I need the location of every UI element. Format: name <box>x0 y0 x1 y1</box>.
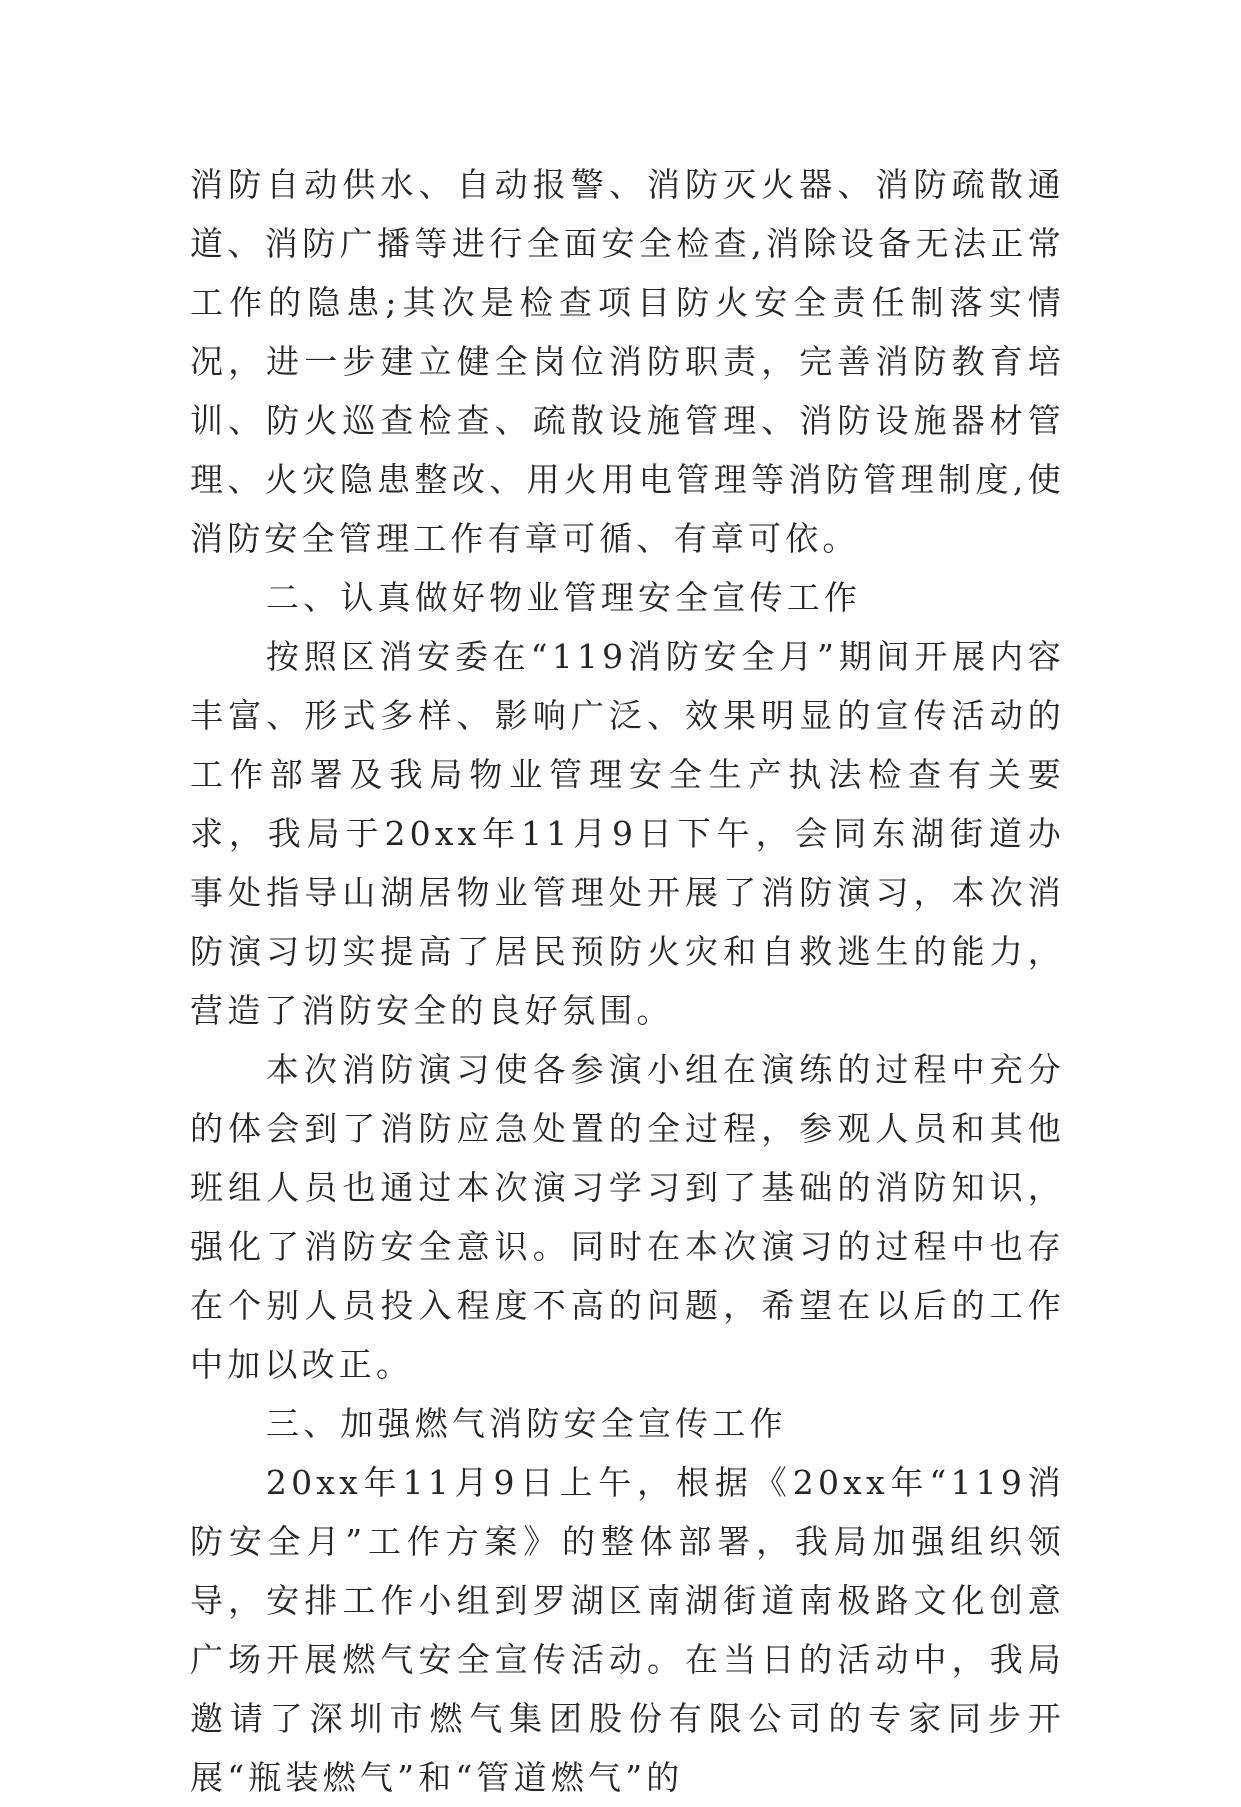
section-heading-2: 二、认真做好物业管理安全宣传工作 <box>265 578 862 617</box>
paragraph-drill-summary: 本次消防演习使各参演小组在演练的过程中充分的体会到了消防应急处置的全过程，参观人员和其他班组人员也通过本次演习学习到了基础的消防知识，强化了消防安全意识。同时在本次演习的过程中也存在个别人员投入程度不高的问题，希望在以后的工作中加以改正。 <box>190 1050 1065 1384</box>
paragraph-gas-safety: 20xx年11月9日上午，根据《20xx年“119消防安全月”工作方案》的整体部署，我局加强组织领导，安排工作小组到罗湖区南湖街道南极路文化创意广场开展燃气安全宣传活动。在当日的活动中，我局邀请了深圳市燃气集团股份有限公司的专家同步开展“瓶装燃气”和“管道燃气”的 <box>190 1463 1065 1797</box>
document-body <box>190 155 1065 1807</box>
section-heading-3: 三、加强燃气消防安全宣传工作 <box>265 1404 787 1443</box>
paragraph-fire-month-drill: 按照区消安委在“119消防安全月”期间开展内容丰富、形式多样、影响广泛、效果明显的宣传活动的工作部署及我局物业管理安全生产执法检查有关要求，我局于20xx年11月9日下午，会同东湖街道办事处指导山湖居物业管理处开展了消防演习，本次消防演习切实提高了居民预防火灾和自救逃生的能力，营造了消防安全的良好氛围。 <box>190 637 1065 1030</box>
paragraph-inspection-continued: 消防自动供水、自动报警、消防灭火器、消防疏散通道、消防广播等进行全面安全检查,消除设备无法正常工作的隐患;其次是检查项目防火安全责任制落实情况，进一步建立健全岗位消防职责，完善消防教育培训、防火巡查检查、疏散设施管理、消防设施器材管理、火灾隐患整改、用火用电管理等消防管理制度,使消防安全管理工作有章可循、有章可依。 <box>190 165 1065 558</box>
